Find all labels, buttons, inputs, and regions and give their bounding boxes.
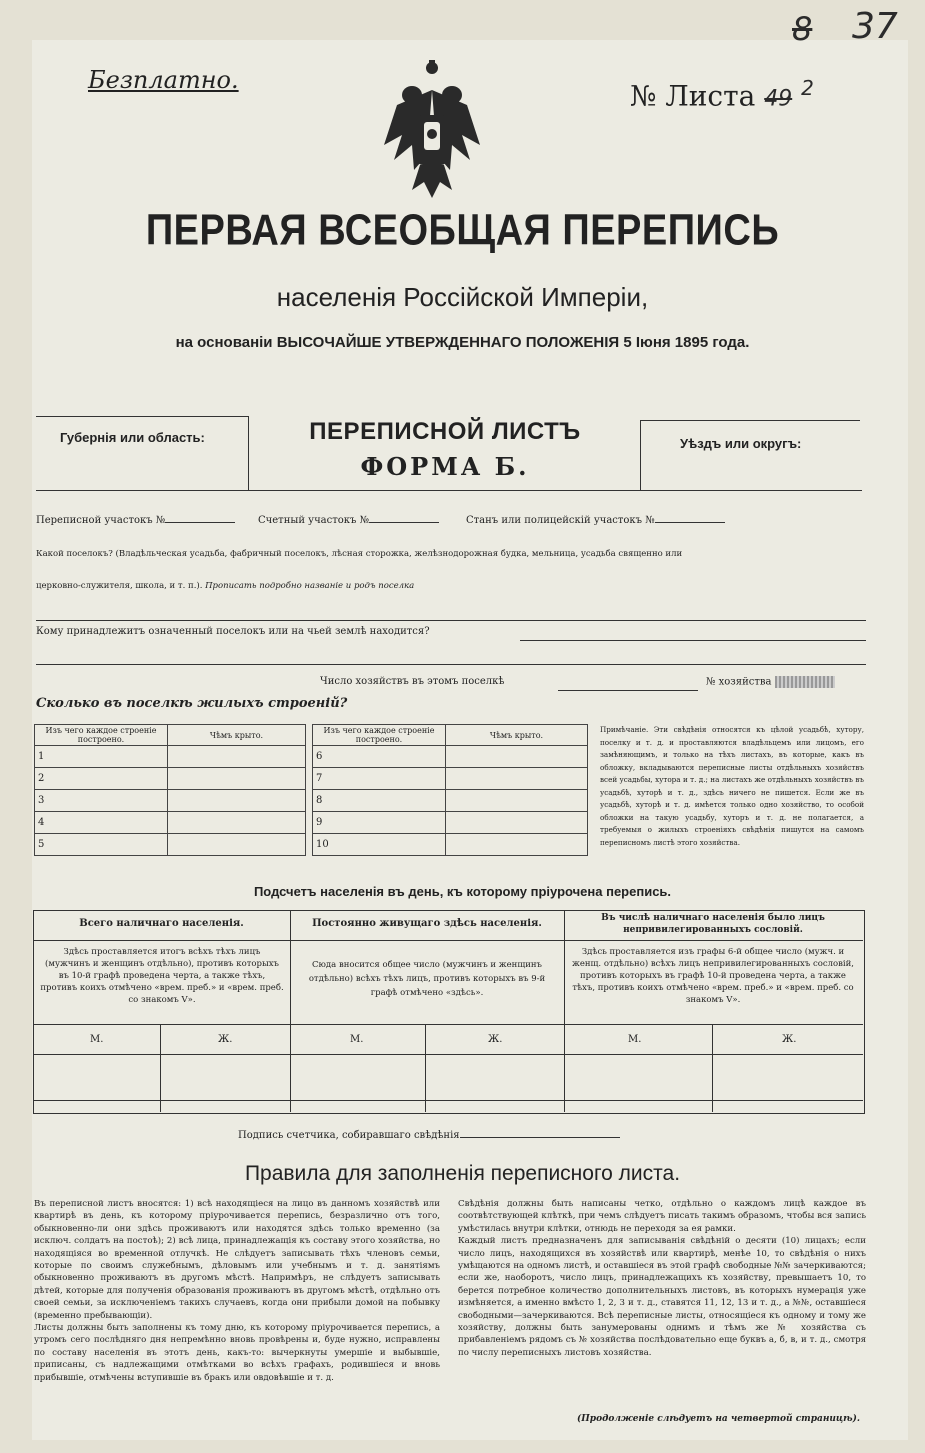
sheet-number — [630, 76, 814, 112]
table-row[interactable]: 2 — [35, 768, 306, 790]
rules-left-column: Въ переписной листъ вносятся: 1) всѣ находящіеся на лицо въ данномъ хозяйствѣ или квартирѣ въ день, къ которому пріурочивается перепись, безразлично отъ того, обыкновенно-ли они здѣсь проживаютъ или находятся здѣсь только временно (за исключ. солдатъ на постоѣ); 2) всѣ лица, принадлежащія къ составу этого хозяйства, но находящіяся во временной отлучкѣ. Не слѣдуетъ записывать тѣхъ членовъ семьи, которые по своимъ служебнымъ, дѣловымъ или учебнымъ и т. д. занятіямъ обыкновенно проживаютъ въ другомъ мѣстѣ. Напримѣръ, не слѣдуетъ записывать дѣтей, которые для полученія образованія проживаютъ въ другомъ мѣстѣ, отдѣльно отъ своей семьи, за исключеніемъ такихъ случаевъ, когда они прибыли домой на побывку (временно пребывающіи). Листы должны быть заполнены къ тому дню, къ которому пріурочивается перепись, а утромъ сего послѣдняго дня непремѣнно вновь провѣрены и, буде нужно, исправлены по составу населенія въ этотъ день, какъ-то: вычеркнуты умершіе и выбывшіе, приписаны, съ надлежащими отмѣтками во всѣхъ графахъ, родившіеся и вновь прибывшіе, отмѣчены вступившіе въ бракъ или овдовѣвшіе и т. д. — [34, 1199, 440, 1383]
permanent-female-input[interactable] — [426, 1056, 563, 1100]
nonprivileged-female-input[interactable] — [713, 1056, 862, 1100]
settlement-type-question: Какой поселокъ? (Владѣльческая усадьба, фабричный поселокъ, лѣсная сторожка, желѣзнодорожная будка, мельница, усадьба священно или — [36, 549, 683, 559]
table-row[interactable]: 7 — [313, 768, 588, 790]
enumerator-signature-field[interactable]: Подпись счетчика, собиравшаго свѣдѣнія — [238, 1130, 620, 1141]
free-label: Безплатно. — [88, 66, 239, 94]
settlement-type-field[interactable]: церковно-служителя, школа, и т. п.). Прописать подробно названіе и родъ поселка — [36, 581, 415, 591]
nonprivileged-header: Въ числѣ наличнаго населенія было лицъ непривилегированныхъ сословій. — [601, 913, 825, 935]
population-count-title: Подсчетъ населенія въ день, къ которому пріурочена перепись. — [253, 884, 672, 899]
sheet-number-value: 49 — [764, 86, 793, 112]
form-label: ФОРМА Б. — [360, 452, 530, 481]
total-male-label: М. — [90, 1034, 104, 1045]
permanent-population-note: Сюда вносится общее число (мужчинъ и женщинъ отдѣльно) всѣхъ тѣхъ лицъ, противъ которыхъ въ 9-й графѣ отмѣчено «здѣсь». — [308, 960, 546, 998]
settlement-instruction: Прописать подробно названіе и родъ поселка — [205, 581, 415, 591]
buildings-col-material: Изъ чего каждое строеніе построено. — [35, 725, 168, 746]
total-population-note: Здѣсь проставляется итогъ всѣхъ тѣхъ лицъ (мужчинъ и женщинъ отдѣльно), противъ которыхъ въ 10-й графѣ проведена черта, а также тѣхъ, противъ коихъ отмѣчено «врем. преб.» и «врем. преб. со знакомъ V». — [40, 947, 284, 1005]
buildings-note: Примѣчаніе. Эти свѣдѣнія относятся къ цѣлой усадьбѣ, хутору, поселку и т. д. и проставляются владѣльцемъ или лицомъ, его замѣняющимъ, и только на тѣхъ листахъ, въ которые, какъ въ обложку, вкладываются переписные листы отдѣльныхъ хозяйствъ всей усадьбы, хутора и т. д.; на листахъ же отдѣльныхъ хозяйствъ въ усадьбѣ, хуторѣ и т. д., здѣсь ничего не пишется. Если же въ усадьбѣ, хуторѣ и т. д. имѣется только одно хозяйство, то особой обложки на такую усадьбу, хуторъ и т. д. не полагается, а требуемыя о жилыхъ строеніяхъ свѣдѣнія пишутся на самомъ переписномъ листѣ этого хозяйства. — [600, 725, 864, 847]
census-district-field[interactable]: Переписной участокъ № — [36, 515, 235, 526]
table-row[interactable]: 6 — [313, 746, 588, 768]
owner-field[interactable]: Кому принадлежитъ означенный поселокъ или на чьей землѣ находится? — [36, 626, 430, 637]
table-row[interactable]: 4 — [35, 812, 306, 834]
table-row[interactable]: 9 — [313, 812, 588, 834]
nonprivileged-female-label: Ж. — [782, 1034, 797, 1045]
buildings-table-right — [312, 724, 588, 856]
buildings-col-roof: Чѣмъ крыто. — [446, 725, 588, 746]
police-district-field[interactable]: Станъ или полицейскій участокъ № — [466, 515, 725, 526]
buildings-table-left — [34, 724, 306, 856]
permanent-female-label: Ж. — [488, 1034, 503, 1045]
handwritten-crossed-number: 8 — [792, 10, 813, 48]
province-label: Губернія или область: — [60, 430, 205, 445]
sheet-number-label: № Листа — [630, 79, 756, 113]
table-row[interactable]: 8 — [313, 790, 588, 812]
total-female-input[interactable] — [161, 1056, 289, 1100]
total-male-input[interactable] — [34, 1056, 159, 1100]
page-basis: на основаніи ВЫСОЧАЙШЕ УТВЕРЖДЕННАГО ПОЛОЖЕНІЯ 5 Іюня 1895 года. — [175, 334, 750, 351]
table-row[interactable]: 10 — [313, 834, 588, 856]
dwellings-count-field[interactable]: Сколько въ поселкѣ жилыхъ строеній? — [36, 696, 348, 711]
permanent-male-input[interactable] — [291, 1056, 424, 1100]
buildings-col-roof: Чѣмъ крыто. — [168, 725, 306, 746]
table-row[interactable]: 3 — [35, 790, 306, 812]
rules-continued-note: (Продолженіе слѣдуетъ на четвертой страницѣ). — [577, 1414, 860, 1424]
table-row[interactable]: 1 — [35, 746, 306, 768]
page-subtitle: населенія Россійской Имперіи, — [276, 282, 649, 312]
nonprivileged-note: Здѣсь проставляется изъ графы 6-й общее число (мужч. и женщ. отдѣльно) всѣхъ лицъ непривилегированныхъ сословій, противъ которыхъ въ графѣ 10-й проведена черта, а также тѣхъ, противъ коихъ отмѣчено «врем. преб.» и «врем. преб. со знакомъ V». — [572, 947, 854, 1005]
table-row[interactable]: 5 — [35, 834, 306, 856]
handwritten-page-number: 37 — [852, 6, 898, 47]
census-list-title: ПЕРЕПИСНОЙ ЛИСТЪ — [309, 418, 581, 445]
rules-title: Правила для заполненія переписного листа. — [244, 1162, 681, 1185]
nonprivileged-male-label: М. — [628, 1034, 642, 1045]
eagle-emblem-icon — [382, 60, 482, 200]
counting-district-field[interactable]: Счетный участокъ № — [258, 515, 439, 526]
page-title: ПЕРВАЯ ВСЕОБЩАЯ ПЕРЕПИСЬ — [145, 206, 780, 256]
households-count-field[interactable]: Число хозяйствъ въ этомъ поселкѣ — [320, 676, 505, 687]
buildings-col-material: Изъ чего каждое строеніе построено. — [313, 725, 446, 746]
household-number-field[interactable]: № хозяйства — [706, 676, 835, 688]
nonprivileged-male-input[interactable] — [565, 1056, 711, 1100]
sheet-number-handwritten: 2 — [801, 76, 814, 100]
permanent-population-header: Постоянно живущаго здѣсь населенія. — [312, 918, 542, 929]
district-label: Уѣздъ или округъ: — [680, 436, 802, 451]
total-population-header: Всего наличнаго населенія. — [79, 918, 244, 929]
rules-right-column: Свѣдѣнія должны быть написаны четко, отдѣльно о каждомъ лицѣ каждое въ соотвѣтствующей клѣткѣ, при чемъ слѣдуетъ писать такимъ образомъ, чтобы вся запись умѣстилась внутри клѣтки, отнюдь не переходя за ея рамки. Каждый листъ предназначенъ для записыванія свѣдѣній о десяти (10) лицахъ; если число лицъ, находящихся въ хозяйствѣ или квартирѣ, менѣе 10, то свѣдѣнія о нихъ умѣщаются на одномъ листѣ, и оставшіеся въ этой графѣ свободные №№ зачеркиваются; если же, наоборотъ, число лицъ, принадлежащихъ къ хозяйству, превышаетъ 10, то берется потребное количество дополнительныхъ листовъ, въ которыхъ нумерація уже измѣняется, а именно вмѣсто 1, 2, 3 и т. д., ставятся 11, 12, 13 и т. д., а №№, оставшіеся свободными—зачеркиваются. Всѣ переписные листы, относящіеся къ одному и тому же хозяйству, должны быть занумерованы однимъ и тѣмъ же № хозяйства съ прибавленіемъ рядомъ съ № хозяйства послѣдовательно еще буквъ а, б, в, и т. д., смотря по числу переписныхъ листовъ хозяйства. — [458, 1199, 866, 1358]
total-female-label: Ж. — [218, 1034, 233, 1045]
permanent-male-label: М. — [350, 1034, 364, 1045]
